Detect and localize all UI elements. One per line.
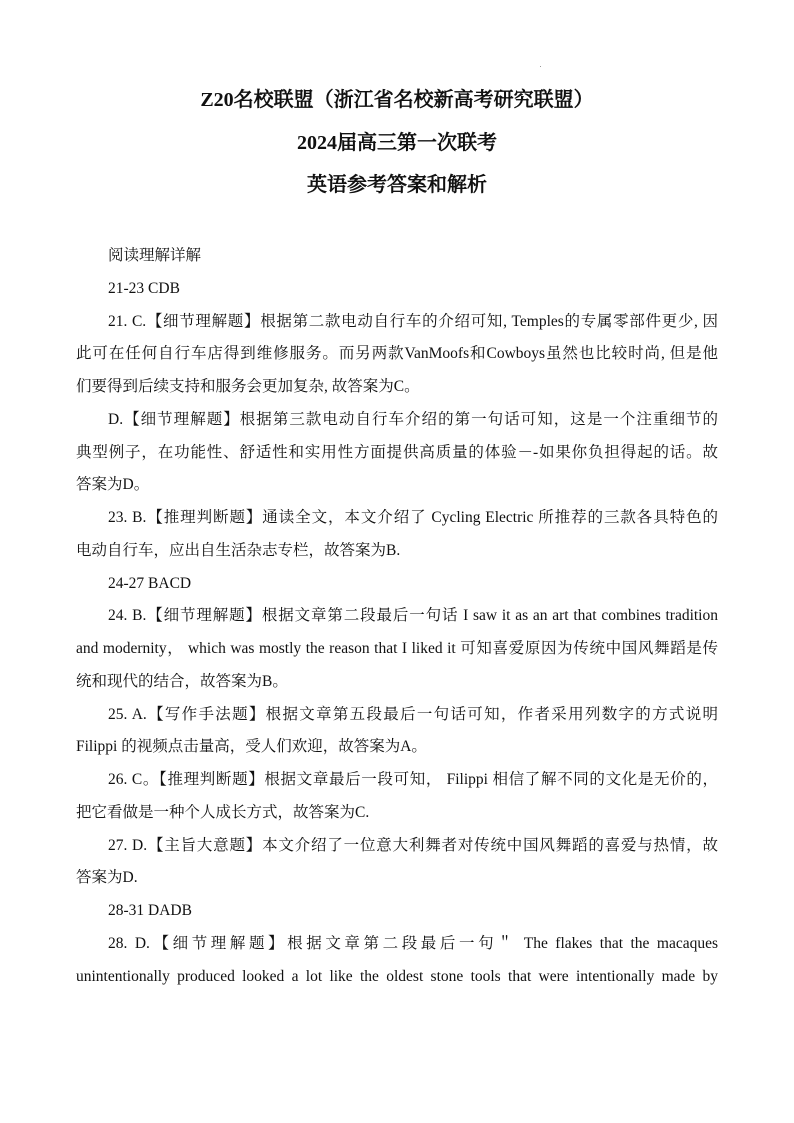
paragraph-line: Filippi 的视频点击量高，受人们欢迎，故答案为A。 [76, 738, 427, 756]
answer-paragraph [76, 568, 718, 601]
paragraph-line: 26. C。【推理判断题】根据文章最后一段可知， Filippi 相信了解不同的文化是无价的， [108, 771, 718, 788]
paragraph-line: 28. D.【细节理解题】根据文章第二段最后一句＂ The flakes that the macaques [108, 934, 718, 952]
answer-paragraph [76, 306, 718, 404]
paragraph-line: 此可在任何自行车店得到维修服务。而另两款VanMoofs和Cowboys虽然也比较时尚, 但是他 [76, 345, 718, 363]
paragraph-line: and modernity， which was mostly the reason that I liked it 可知喜爱原因为传统中国风舞蹈是传 [76, 640, 718, 657]
title-line-2: 2024届高三第一次联考 [297, 131, 497, 154]
paragraph-line: 答案为D。 [76, 476, 150, 494]
paragraph-line: 27. D.【主旨大意题】本文介绍了一位意大利舞者对传统中国风舞蹈的喜爱与热情，故 [108, 836, 718, 854]
paragraph-line: 28-31 DADB [108, 902, 192, 919]
paragraph-line: 统和现代的结合，故答案为B。 [76, 672, 288, 690]
paragraph-line: 答案为D. [76, 869, 138, 887]
answer-paragraph [76, 764, 718, 830]
paragraph-line: 们要得到后续支持和服务会更加复杂, 故答案为C。 [76, 378, 420, 395]
paragraph-line: 把它看做是一种个人成长方式，故答案为C. [76, 803, 370, 821]
answer-paragraph [76, 600, 718, 698]
answer-paragraph [76, 404, 718, 502]
paragraph-line: 23. B.【推理判断题】通读全文，本文介绍了 Cycling Electric 所推荐的三款各具特色的 [108, 509, 718, 526]
paragraph-line: 21-23 CDB [108, 279, 180, 297]
answer-paragraph [76, 699, 718, 765]
document-body [76, 240, 718, 993]
section-heading: 阅读理解详解 [108, 247, 202, 264]
paragraph-line: unintentionally produced looked a lot like the oldest stone tools that were intentionally made by [76, 967, 718, 985]
answer-paragraph [76, 273, 718, 306]
paragraph-line: 24-27 BACD [108, 574, 192, 592]
paragraph-line: 25. A.【写作手法题】根据文章第五段最后一句话可知，作者采用列数字的方式说明 [108, 705, 718, 723]
document-header [0, 82, 794, 210]
scan-speck [540, 66, 541, 67]
paragraph-line: 电动自行车，应出自生活杂志专栏，故答案为B. [76, 541, 401, 559]
title-line-1: Z20名校联盟（浙江省名校新高考研究联盟） [200, 89, 594, 111]
answer-paragraph [76, 502, 718, 568]
title-line-3: 英语参考答案和解析 [307, 174, 487, 196]
answer-paragraph [76, 895, 718, 928]
paragraph-line: 24. B.【细节理解题】根据文章第二段最后一句话 I saw it as an art that combines tradition [108, 607, 718, 625]
answer-paragraph [76, 830, 718, 896]
paragraph-line: 21. C.【细节理解题】根据第二款电动自行车的介绍可知, Temples的专属零部件更少, 因 [108, 312, 718, 330]
answer-paragraph [76, 928, 718, 994]
paragraph-line: 典型例子，在功能性、舒适性和实用性方面提供高质量的体验－-如果你负担得起的话。故 [76, 443, 718, 461]
paragraph-line: D.【细节理解题】根据第三款电动自行车介绍的第一句话可知，这是一个注重细节的 [108, 410, 718, 428]
